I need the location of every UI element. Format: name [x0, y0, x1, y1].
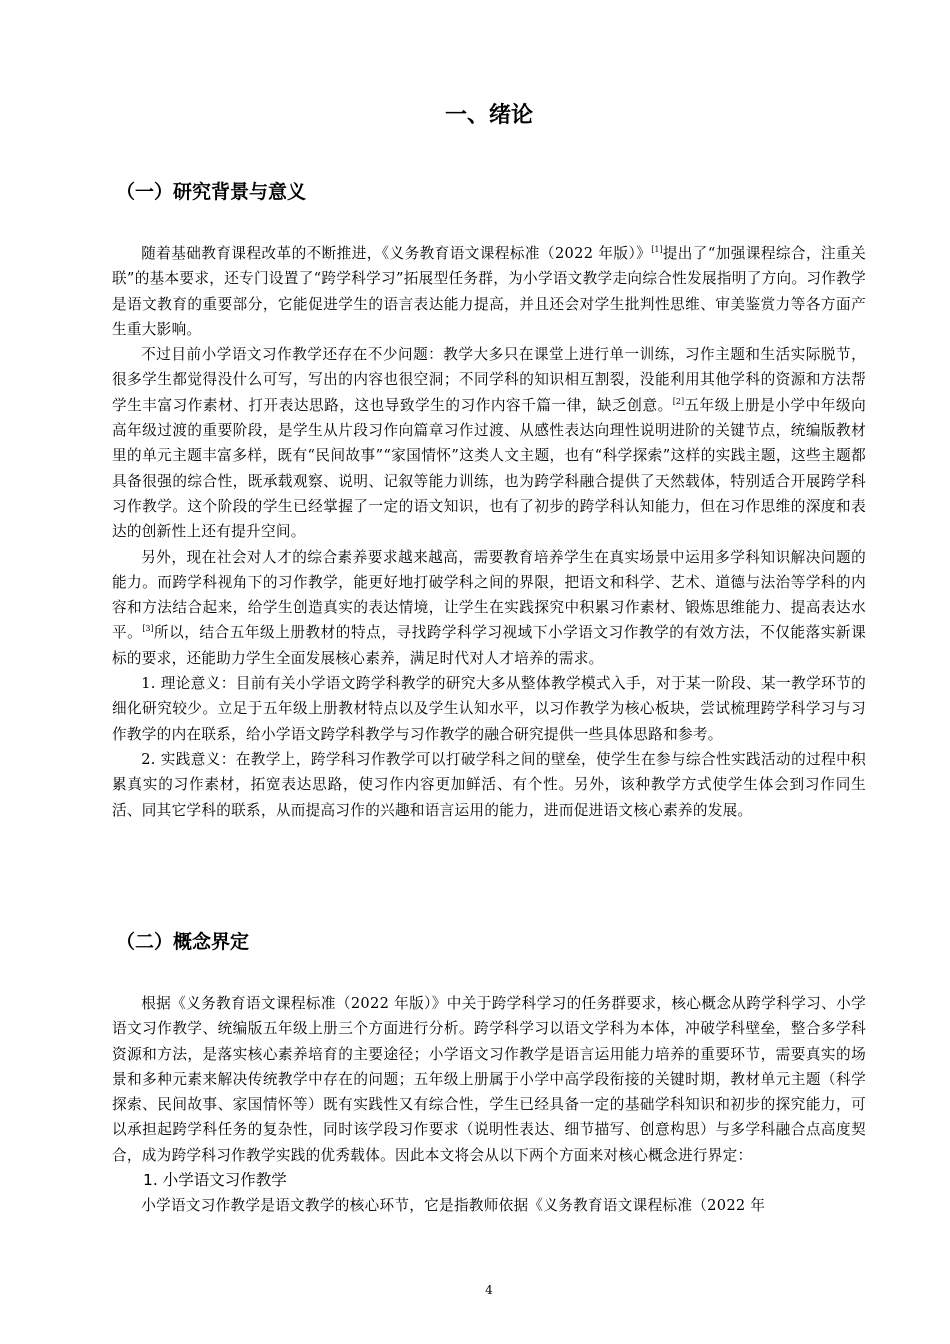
section-title-background: （一）研究背景与意义 — [116, 181, 307, 203]
section-body-background — [112, 241, 866, 823]
paragraph-3 — [112, 545, 866, 671]
paragraph-theoretical-significance: 1. 理论意义：目前有关小学语文跨学科教学的研究大多从整体教学模式入手，对于某一阶段、某一教学环节的细化研究较少。立足于五年级上册教材特点以及学生认知水平，以习作教学为核心板块，尝试梳理跨学科学习与习作教学的内在联系，给小学语文跨学科教学与习作教学的融合研究提供一些具体思路和参考。 — [112, 675, 866, 743]
subsection-title-writing-teaching: 1. 小学语文习作教学 — [143, 1171, 287, 1190]
paragraph-definitions-intro: 根据《义务教育语文课程标准（2022 年版）》中关于跨学科学习的任务群要求，核心概念从跨学科学习、小学语文习作教学、统编版五年级上册三个方面进行分析。跨学科学习以语文学科为本体，冲破学科壁垒，整合多学科资源和方法，是落实核心素养培育的主要途径；小学语文习作教学是语言运用能力培养的重要环节，需要真实的场景和多种元素来解决传统教学中存在的问题；五年级上册属于小学中高学段衔接的关键时期，教材单元主题（科学探索、民间故事、家国情怀等）既有实践性又有综合性，学生已经具备一定的基础学科知识和初步的探究能力，可以承担起跨学科任务的复杂性，同时该学段习作要求（说明性表达、细节描写、创意构思）与多学科融合点高度契合，成为跨学科习作教学实践的优秀载体。因此本文将会从以下两个方面来对核心概念进行界定： — [112, 995, 866, 1164]
paragraph-2 — [112, 342, 866, 544]
page-number: 4 — [485, 1283, 493, 1297]
paragraph-2-text-a: 不过目前小学语文习作教学还存在不少问题：教学大多只在课堂上进行单一训练，习作主题和生活实际脱节，很多学生都觉得没什么可写，写出的内容也很空洞；不同学科的知识相互割裂，没能利用其他学科的资源和方法帮学生丰富习作素材、打开表达思路，这也导致学生的习作内容千篇一律，缺乏创意。 — [112, 346, 866, 414]
paragraph-3-text-b: 所以，结合五年级上册教材的特点，寻找跨学科学习视域下小学语文习作教学的有效方法，不仅能落实新课标的要求，还能助力学生全面发展核心素养，满足时代对人才培养的需求。 — [112, 624, 866, 667]
paragraph-3-text-a: 另外，现在社会对人才的综合素养要求越来越高，需要教育培养学生在真实场景中运用多学科知识解决问题的能力。而跨学科视角下的习作教学，能更好地打破学科之间的界限，把语文和科学、艺术、道德与法治等学科的内容和方法结合起来，给学生创造真实的表达情境，让学生在实践探究中积累习作素材、锻炼思维能力、提高表达水平。 — [112, 548, 866, 642]
paragraph-2-text-b: 五年级上册是小学中年级向高年级过渡的重要阶段，是学生从片段习作向篇章习作过渡、从感性表达向理性说明进阶的关键节点，统编版教材里的单元主题丰富多样，既有“民间故事”“家国情怀”这类人文主题，也有“科学探索”这样的实践主题，这些主题都具备很强的综合性，既承载观察、说明、记叙等能力训练，也为跨学科融合提供了天然载体，特别适合开展跨学科习作教学。这个阶段的学生已经掌握了一定的语文知识，也有了初步的跨学科认知能力，但在习作思维的深度和表达的创新性上还有提升空间。 — [112, 396, 866, 541]
paragraph-1 — [112, 241, 866, 342]
paragraph-practical-significance: 2. 实践意义：在教学上，跨学科习作教学可以打破学科之间的壁垒，使学生在参与综合性实践活动的过程中积累真实的习作素材，拓宽表达思路，使习作内容更加鲜活、有个性。另外，该种教学方式使学生体会到习作同生活、同其它学科的联系，从而提高习作的兴趣和语言运用的能力，进而促进语文核心素养的发展。 — [112, 750, 866, 819]
paragraph-1-text-a: 随着基础教育课程改革的不断推进，《义务教育语文课程标准（2022 年版）》 — [141, 245, 652, 262]
citation-1: [1] — [651, 245, 663, 255]
section-title-definitions: （二）概念界定 — [116, 931, 250, 953]
citation-2: [2] — [672, 396, 685, 406]
chapter-title: 一、绪论 — [444, 103, 533, 128]
citation-3: [3] — [142, 624, 154, 634]
section-body-definitions — [112, 991, 866, 1218]
document-page — [112, 0, 866, 1344]
paragraph-1-text-b: 提出了“加强课程综合，注重关联”的基本要求，还专门设置了“跨学科学习”拓展型任务群，为小学语文教学走向综合性发展指明了方向。习作教学是语文教育的重要部分，它能促进学生的语言表达能力提高，并且还会对学生批判性思维、审美鉴赏力等各方面产生重大影响。 — [112, 245, 866, 338]
paragraph-writing-teaching: 小学语文习作教学是语文教学的核心环节，它是指教师依据《义务教育语文课程标准（2022 年 — [141, 1197, 766, 1215]
